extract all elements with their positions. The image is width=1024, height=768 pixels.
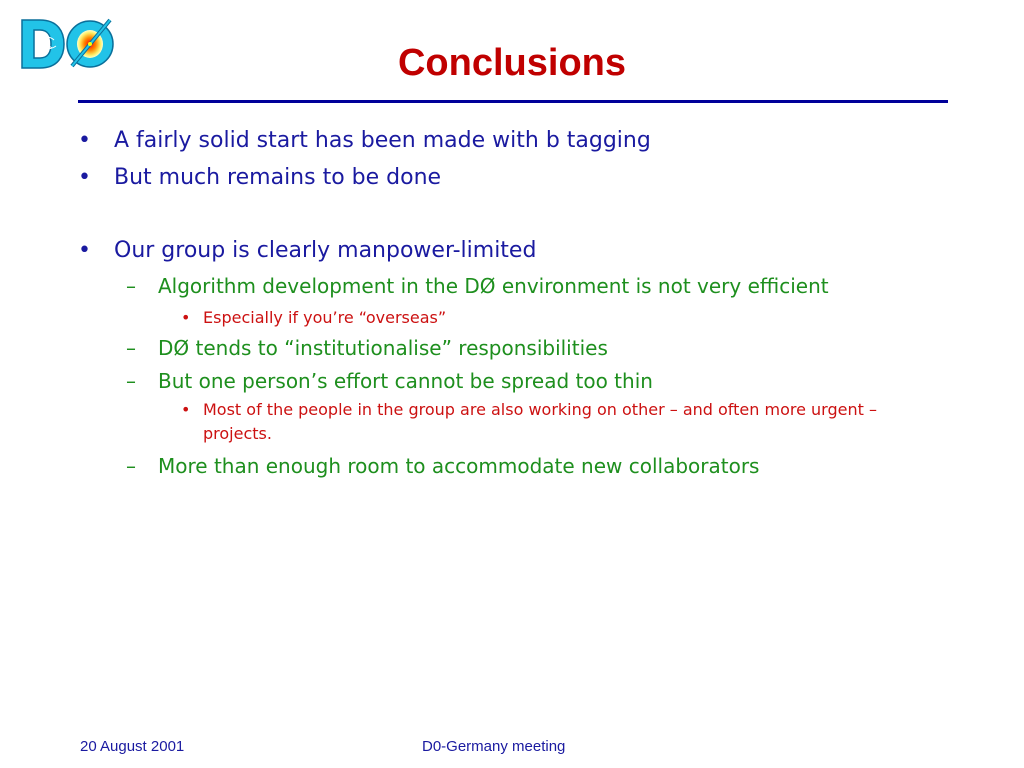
sub-sub-bullet-text: Especially if you’re “overseas”	[203, 308, 447, 327]
sub-bullet-item	[0, 369, 653, 393]
bullet-text: A fairly solid start has been made with b tagging	[114, 128, 651, 153]
bullet-item	[0, 128, 651, 153]
sub-bullet-text: Algorithm development in the DØ environment is not very efficient	[158, 274, 829, 298]
bullet-marker: •	[78, 128, 91, 153]
sub-bullet-text: But one person’s effort cannot be spread too thin	[158, 369, 653, 393]
slide-title: Conclusions	[397, 42, 627, 84]
dash-marker: –	[126, 274, 136, 298]
footer-meeting: D0-Germany meeting	[422, 738, 566, 755]
bullet-text: Our group is clearly manpower-limited	[114, 238, 537, 263]
sub-bullet-item	[0, 274, 829, 298]
bullet-marker: •	[181, 308, 191, 327]
bullet-item	[0, 238, 536, 263]
sub-bullet-text: More than enough room to accommodate new collaborators	[158, 454, 760, 478]
sub-bullet-item	[0, 454, 759, 478]
dash-marker: –	[126, 369, 136, 393]
sub-bullet-text: DØ tends to “institutionalise” responsibilities	[158, 336, 608, 360]
bullet-item	[0, 165, 441, 190]
sub-bullet-item	[0, 336, 608, 360]
bullet-marker: •	[78, 238, 91, 263]
dash-marker: –	[126, 454, 136, 478]
footer-date: 20 August 2001	[80, 738, 185, 755]
sub-sub-bullet-text: Most of the people in the group are also working on other – and often more urgent – projects.	[203, 400, 877, 443]
dash-marker: –	[126, 336, 136, 360]
bullet-marker: •	[181, 400, 191, 419]
bullet-marker: •	[78, 165, 91, 190]
sub-sub-bullet-item	[0, 306, 903, 330]
sub-sub-bullet-item	[0, 398, 903, 446]
bullet-text: But much remains to be done	[114, 165, 442, 190]
